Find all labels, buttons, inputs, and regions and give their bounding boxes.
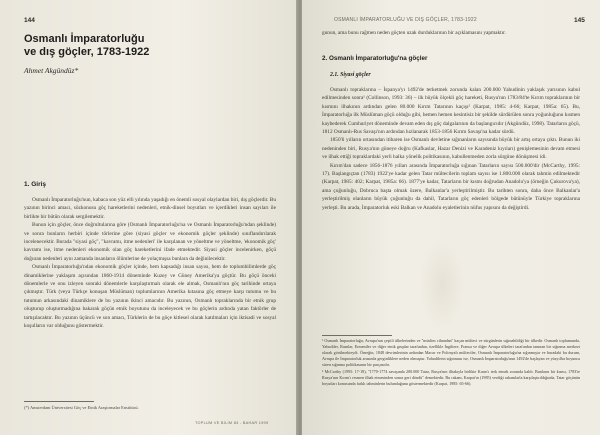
footnote-2: ² McCarthy (1995: 17-18), "1770-1774 savaşında 200.000 Tatar, Rusya'nın ilhakıyla birlikte Kırım'ı terk etmek zorunda kaldı. Bunların bir kısmı, 1783'te Rusya'nın Kırım'ı resmen ilhak etmesinden sonra geri döndü" demektedir. Bu rakam, Karpat'ın (1985) verdiği rakamlarla karşılaştırıldığında, Tatar göçünün boyutları konusunda farklı tahminlerin bulunduğunu göstermektedir (Karpat, 1985: 65-66). (322, 368, 580, 386)
left-page-number: 144 (24, 17, 35, 24)
right-paragraph-2: 1850'li yılların ortasından itibaren ise Osmanlı devletine sığınanların sayısında büyük bir artış ortaya çıktı. Bunun iki nedeninden biri, Rusya'nın güneye doğru (Kafkaslar, Hazar Denizi ve Karadeniz kıyıları) genişlemesinin devam etmesi ve ilhak ettiği topraklardaki yerli halka yönelik politikasının, kabullenmeden zorla sürgüne dönüşmesi idi. (322, 137, 580, 161)
author-name: Ahmet Akgündüz* (24, 66, 79, 75)
right-body-text (322, 86, 580, 330)
running-head: OSMANLI İMPARATORLUĞU VE DIŞ GÖÇLER, 1783-1922 (334, 17, 477, 23)
subsection-heading-political: 2.1. Siyasi göçler (330, 72, 371, 78)
left-page (0, 0, 298, 435)
title-line-1: Osmanlı İmparatorluğu (24, 33, 145, 45)
article-title (24, 33, 274, 59)
left-paragraph-3: Osmanlı İmparatorluğu'ndan ekonomik göçler içinde, hem kapsadığı insan sayısı, hem de toplumbilimlerde göç dinamiklerine yaklaşım açısından 1860-1914 döneminde Kuzey ve Güney Amerika'ya göçtür. Bu göçü önceki dönemlerle ve onu izleyen sonraki dönemlerle karşılaştırmalı olarak ele almak, Osmanlı'nın göç tarihinde ortaya çıkmıştır. Türk (veya Türkçe konuşan Müslüman) toplumlarının Amerika kıtasına göç etmeye karşı tutumu ve bu tutumun arkasındaki dinamiklere de bu yazının ikinci amacıdır. Bu yazının, Osmanlı topraklarında bir etnik grup oluşturup oluşturmadığına bakarak göçün etnik boyutunu da inceleyecek ve bu göçlerin ardında yatan faktörler de tartışılacaktır. Bu yazının üçüncü ve son amacı, Türklerin de bu göçe kitlesel olarak katılmaları için iktisadi ve sosyal koşulların var olduğunu göstermektir. (24, 264, 276, 330)
title-line-2: ve dış göçler, 1783-1922 (24, 46, 150, 58)
section-heading-intro: 1. Giriş (24, 181, 47, 188)
journal-footer: TOPLUM VE BİLİM 83 - BAHAR 1999 (195, 421, 269, 425)
left-body-text (24, 196, 276, 396)
right-paragraph-1: Osmanlı topraklarına – İspanya'yı 1492'de terketmek zorunda kalan 200.000 Yahudinin yaklaşık yarısının kabul edilmesinden sonra¹ (Collinson, 1993: 36) – ilk büyük ölçekli göç hareketi, Rusya'nın 1783/84'te Kırım topraklarının bir kısmını ilhakının ardından gelen 80.000 Kırım Tatarının kaçışı² (Karpat, 1985: 4-66; Karpat, 1985a: 65). Bu, İmparatorluğa ilk Müslüman göçü olduğu gibi, hemen hemen kesintisiz bir şekilde sürdürülen sonra yoğunluğunu kısmen kaybederek Cumhuriyet döneminde devam eden dış göç dalgalarının da başlangıcıdır (Akgündüz, 1998). Tatarların göçü, 1812 Osmanlı-Rus Savaşı'nın ardından hızlanarak 1853-1856 Kırım Savaşı'na kadar sürdü. (322, 87, 580, 136)
left-paragraph-1: Osmanlı İmparatorluğu'nun, kabaca son yüz elli yılında yaşadığı en önemli sosyal olaylardan biri, dış göçlerdir. Bu yazının birinci amacı, sözkonusu göç hareketlerini nedenleri, etnik-dinsel boyutları ve içerdikleri insan sayıları ile birlikte bir bütün olarak sergilemektir. (24, 197, 276, 220)
right-paragraph-3: Kırım'dan sadece 1856-1876 yılları arasında İmparatorluğa sığınan Tatarların sayısı 500.000'dir (McCarthy, 1995: 17). Başlangıçtan (1783) 1922'ye kadar gelen Tatar mültecilerin toplam sayısı ise 1.800.000 olarak tahmin edilmektedir (Karpat, 1985: 402; Karpat, 1985a: 66). 1877'ye kadar, Tatarların bir kısmı doğrudan Anadolu'ya (örneğin Çukurova'ya), ama çoğunluğu, Dobruca başta olmak üzere, Balkanlar'a yerleştirilmiştir. Bu tarihten sonra, daha önce Balkanlar'a yerleştirilmiş olanların büyük çoğunluğu da dahil, Tatarların göç edenleri bölgede bütünüyle Türkiye topraklarına yerleşti. Bu arada, İmparatorluk eski Balkan ve Anadolu eyaletlerinin nüfus yapısını da değiştirdi. (322, 162, 580, 211)
left-footnote: (*) Amsterdam Üniversitesi Göç ve Etnik Araştırmalar Enstitüsü. (24, 405, 139, 410)
footnote-1: ¹ Osmanlı İmparatorluğu, Avrupa'nın çeşitli ülkelerinden ve "müslim cihandan" kaçan mülteci ve sürgünlerin sığınabildiği bir ülkedir. Osmanlı toplumunda, Yahudiler, Rumlar, Ermeniler ve diğer etnik gruplar tarafından, özellikle İngiltere, Fransa ve diğer Avrupa ülkeleri tarafından tanınan bir sığınma merkezi olarak görülmekteydi. Örneğin, 1848 devrimlerinin ardından Macar ve Polonyalı mülteciler, Osmanlı İmparatorluğu'na sığınmıştır ve buradaki bu durum, Avrupa ile İmparatorluk arasında gerginliklere neden olmuştur. Yahudilerin sığınması ise, Osmanlı İmparatorluğu'nun 1492'de başlayan ve yüzyıllar boyunca süren sığınma politikasının bir parçasıdır. (322, 338, 580, 367)
right-intro-paragraph: gunun, ama bunu rağmen neden göçten uzak durduklarının bir açıklamasını yapmaktır. (322, 30, 506, 36)
right-page-number: 145 (574, 17, 585, 24)
right-page (302, 0, 600, 435)
section-heading-migration-to: 2. Osmanlı İmparatorluğu'na göçler (322, 55, 428, 62)
left-footnote-rule (24, 401, 94, 402)
right-footnote-rule (322, 335, 392, 336)
right-footnotes (322, 338, 580, 428)
left-paragraph-2: Bunun için göçler, önce doğrultularına göre (Osmanlı İmparatorluğu'na ve Osmanlı İmparatorluğu'ndan şeklinde) ve sonra bunların herbiri içinde törlerine göre (siyasi göçler ve ekonomik göçler şeklinde) sınıflandırılarak incelenecektir. Burada "siyasi göç", "kavramı, itme nedenleri' ile karşılanan ve yöneltme ve yöneltme, 'ekonomik göç' kavramı ise, itme nedenleri ekonomik olan göç hareketlerini ifade etmektedir. Siyasi göçler incelenirken, göçü doğuran nedenleri aynı zamanda insanların ölümlerine de yolaçmışsa bunlara da değinilecektir. (24, 222, 276, 262)
right-intro-text (322, 29, 580, 37)
